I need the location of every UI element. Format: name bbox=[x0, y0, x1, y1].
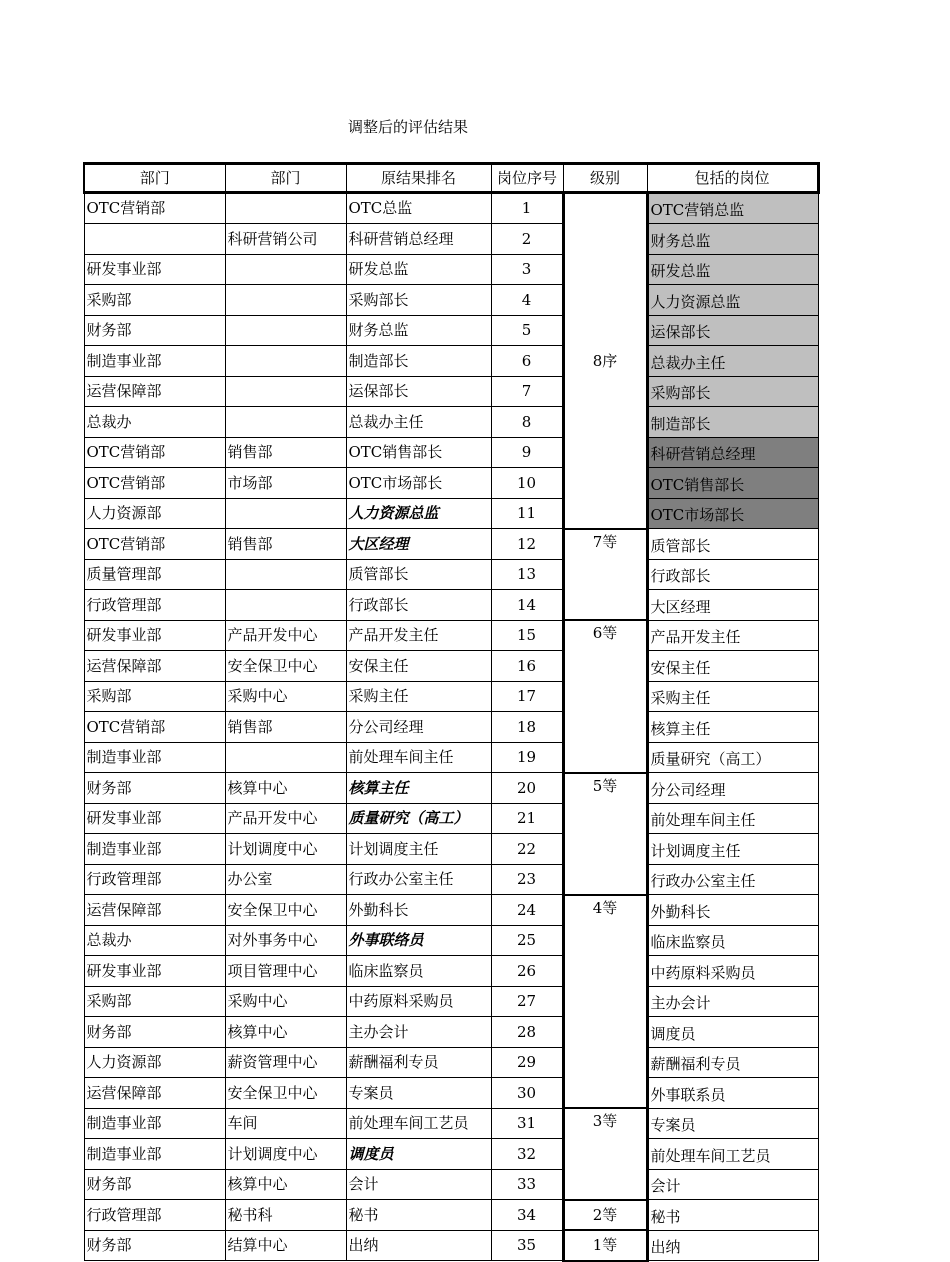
position-no-cell[interactable]: 4 bbox=[491, 285, 563, 316]
sub-dept-cell[interactable] bbox=[225, 376, 346, 407]
included-position-cell[interactable]: 调度员 bbox=[647, 1017, 818, 1048]
sub-dept-cell[interactable]: 安全保卫中心 bbox=[225, 651, 346, 682]
table-row bbox=[84, 285, 818, 316]
included-position-cell[interactable]: 分公司经理 bbox=[647, 773, 818, 804]
dept-cell[interactable]: 采购部 bbox=[84, 681, 225, 712]
position-no-cell[interactable]: 28 bbox=[491, 1017, 563, 1048]
table-row bbox=[84, 1139, 818, 1170]
original-rank-cell[interactable]: 人力资源总监 bbox=[346, 498, 491, 529]
sub-dept-cell[interactable] bbox=[225, 559, 346, 590]
dept-cell[interactable]: 制造事业部 bbox=[84, 1108, 225, 1139]
original-rank-cell[interactable]: 前处理车间工艺员 bbox=[346, 1108, 491, 1139]
position-no-cell[interactable]: 24 bbox=[491, 895, 563, 926]
table-row bbox=[84, 437, 818, 468]
dept-cell[interactable]: 采购部 bbox=[84, 986, 225, 1017]
dept-cell[interactable]: 运营保障部 bbox=[84, 1078, 225, 1109]
sub-dept-cell[interactable] bbox=[225, 254, 346, 285]
dept-cell[interactable]: 制造事业部 bbox=[84, 1139, 225, 1170]
table-row bbox=[84, 376, 818, 407]
sub-dept-cell[interactable] bbox=[225, 407, 346, 438]
sub-dept-cell[interactable]: 计划调度中心 bbox=[225, 1139, 346, 1170]
table-row bbox=[84, 925, 818, 956]
original-rank-cell[interactable]: 外勤科长 bbox=[346, 895, 491, 926]
position-no-cell[interactable]: 8 bbox=[491, 407, 563, 438]
position-no-cell[interactable]: 31 bbox=[491, 1108, 563, 1139]
table-row bbox=[84, 956, 818, 987]
dept-cell[interactable]: 行政管理部 bbox=[84, 1200, 225, 1231]
original-rank-cell[interactable]: 质管部长 bbox=[346, 559, 491, 590]
sub-dept-cell[interactable] bbox=[225, 498, 346, 529]
included-position-cell[interactable]: OTC销售部长 bbox=[647, 468, 818, 499]
dept-cell[interactable]: OTC营销部 bbox=[84, 529, 225, 560]
header-dept1: 部门 bbox=[84, 164, 225, 193]
included-position-cell[interactable]: OTC市场部长 bbox=[647, 498, 818, 529]
grade-cell[interactable]: 4等 bbox=[563, 895, 647, 1109]
dept-cell[interactable]: OTC营销部 bbox=[84, 437, 225, 468]
position-no-cell[interactable]: 15 bbox=[491, 620, 563, 651]
position-no-cell[interactable]: 26 bbox=[491, 956, 563, 987]
included-position-cell[interactable]: 安保主任 bbox=[647, 651, 818, 682]
dept-cell[interactable]: 财务部 bbox=[84, 315, 225, 346]
dept-cell[interactable]: OTC营销部 bbox=[84, 192, 225, 224]
dept-cell[interactable]: 研发事业部 bbox=[84, 620, 225, 651]
table-row bbox=[84, 834, 818, 865]
included-position-cell[interactable]: 采购部长 bbox=[647, 376, 818, 407]
table-row bbox=[84, 681, 818, 712]
position-no-cell[interactable]: 5 bbox=[491, 315, 563, 346]
table-body bbox=[84, 192, 818, 1261]
original-rank-cell[interactable]: 出纳 bbox=[346, 1230, 491, 1261]
dept-cell[interactable]: 质量管理部 bbox=[84, 559, 225, 590]
original-rank-cell[interactable]: 计划调度主任 bbox=[346, 834, 491, 865]
sub-dept-cell[interactable]: 项目管理中心 bbox=[225, 956, 346, 987]
position-no-cell[interactable]: 11 bbox=[491, 498, 563, 529]
position-no-cell[interactable]: 30 bbox=[491, 1078, 563, 1109]
included-position-cell[interactable]: 财务总监 bbox=[647, 224, 818, 255]
table-row bbox=[84, 529, 818, 560]
position-no-cell[interactable]: 18 bbox=[491, 712, 563, 743]
position-no-cell[interactable]: 35 bbox=[491, 1230, 563, 1261]
original-rank-cell[interactable]: 研发总监 bbox=[346, 254, 491, 285]
dept-cell[interactable]: 采购部 bbox=[84, 285, 225, 316]
table-row bbox=[84, 498, 818, 529]
sub-dept-cell[interactable] bbox=[225, 315, 346, 346]
dept-cell[interactable]: 财务部 bbox=[84, 773, 225, 804]
original-rank-cell[interactable]: 行政部长 bbox=[346, 590, 491, 621]
position-no-cell[interactable]: 20 bbox=[491, 773, 563, 804]
sub-dept-cell[interactable]: 科研营销公司 bbox=[225, 224, 346, 255]
included-position-cell[interactable]: 核算主任 bbox=[647, 712, 818, 743]
dept-cell[interactable]: 财务部 bbox=[84, 1169, 225, 1200]
table-row bbox=[84, 651, 818, 682]
grade-cell[interactable]: 1等 bbox=[563, 1230, 647, 1261]
original-rank-cell[interactable]: 核算主任 bbox=[346, 773, 491, 804]
included-position-cell[interactable]: 运保部长 bbox=[647, 315, 818, 346]
grade-cell[interactable]: 2等 bbox=[563, 1200, 647, 1231]
dept-cell[interactable]: 运营保障部 bbox=[84, 895, 225, 926]
table-row bbox=[84, 620, 818, 651]
position-no-cell[interactable]: 33 bbox=[491, 1169, 563, 1200]
dept-cell[interactable]: 财务部 bbox=[84, 1230, 225, 1261]
sub-dept-cell[interactable]: 核算中心 bbox=[225, 1169, 346, 1200]
table-row bbox=[84, 192, 818, 224]
sub-dept-cell[interactable]: 核算中心 bbox=[225, 1017, 346, 1048]
original-rank-cell[interactable]: 临床监察员 bbox=[346, 956, 491, 987]
original-rank-cell[interactable]: OTC市场部长 bbox=[346, 468, 491, 499]
included-position-cell[interactable]: 秘书 bbox=[647, 1200, 818, 1231]
sub-dept-cell[interactable] bbox=[225, 285, 346, 316]
sub-dept-cell[interactable]: 市场部 bbox=[225, 468, 346, 499]
sheet-title: 调整后的评估结果 bbox=[348, 118, 469, 136]
dept-cell[interactable]: 运营保障部 bbox=[84, 651, 225, 682]
dept-cell[interactable]: 运营保障部 bbox=[84, 376, 225, 407]
included-position-cell[interactable]: 前处理车间工艺员 bbox=[647, 1139, 818, 1170]
position-no-cell[interactable]: 14 bbox=[491, 590, 563, 621]
position-no-cell[interactable]: 6 bbox=[491, 346, 563, 377]
sub-dept-cell[interactable]: 秘书科 bbox=[225, 1200, 346, 1231]
position-no-cell[interactable]: 21 bbox=[491, 803, 563, 834]
sub-dept-cell[interactable]: 办公室 bbox=[225, 864, 346, 895]
header-row bbox=[84, 164, 818, 193]
dept-cell[interactable]: 制造事业部 bbox=[84, 834, 225, 865]
original-rank-cell[interactable]: 中药原料采购员 bbox=[346, 986, 491, 1017]
original-rank-cell[interactable]: 主办会计 bbox=[346, 1017, 491, 1048]
table-row bbox=[84, 254, 818, 285]
sub-dept-cell[interactable]: 车间 bbox=[225, 1108, 346, 1139]
table-row bbox=[84, 1078, 818, 1109]
table-row bbox=[84, 407, 818, 438]
sub-dept-cell[interactable]: 销售部 bbox=[225, 437, 346, 468]
grade-cell[interactable]: 6等 bbox=[563, 620, 647, 773]
original-rank-cell[interactable]: 财务总监 bbox=[346, 315, 491, 346]
table-row bbox=[84, 1169, 818, 1200]
table-row bbox=[84, 315, 818, 346]
header-grade: 级别 bbox=[563, 164, 647, 193]
included-position-cell[interactable]: 薪酬福利专员 bbox=[647, 1047, 818, 1078]
sub-dept-cell[interactable]: 销售部 bbox=[225, 529, 346, 560]
header-original-rank: 原结果排名 bbox=[346, 164, 491, 193]
table-row bbox=[84, 864, 818, 895]
included-position-cell[interactable]: 临床监察员 bbox=[647, 925, 818, 956]
position-no-cell[interactable]: 34 bbox=[491, 1200, 563, 1231]
position-no-cell[interactable]: 7 bbox=[491, 376, 563, 407]
sub-dept-cell[interactable]: 核算中心 bbox=[225, 773, 346, 804]
position-no-cell[interactable]: 9 bbox=[491, 437, 563, 468]
table-row bbox=[84, 803, 818, 834]
table-row bbox=[84, 1047, 818, 1078]
table-row bbox=[84, 1108, 818, 1139]
table-row bbox=[84, 1200, 818, 1231]
table-row bbox=[84, 346, 818, 377]
included-position-cell[interactable]: 会计 bbox=[647, 1169, 818, 1200]
original-rank-cell[interactable]: 分公司经理 bbox=[346, 712, 491, 743]
table-row bbox=[84, 559, 818, 590]
dept-cell[interactable]: 研发事业部 bbox=[84, 254, 225, 285]
original-rank-cell[interactable]: 科研营销总经理 bbox=[346, 224, 491, 255]
position-no-cell[interactable]: 3 bbox=[491, 254, 563, 285]
original-rank-cell[interactable]: 产品开发主任 bbox=[346, 620, 491, 651]
original-rank-cell[interactable]: 运保部长 bbox=[346, 376, 491, 407]
included-position-cell[interactable]: 制造部长 bbox=[647, 407, 818, 438]
position-no-cell[interactable]: 17 bbox=[491, 681, 563, 712]
sub-dept-cell[interactable] bbox=[225, 346, 346, 377]
included-position-cell[interactable]: 人力资源总监 bbox=[647, 285, 818, 316]
original-rank-cell[interactable]: 外事联络员 bbox=[346, 925, 491, 956]
table-row bbox=[84, 590, 818, 621]
sub-dept-cell[interactable]: 薪资管理中心 bbox=[225, 1047, 346, 1078]
position-no-cell[interactable]: 12 bbox=[491, 529, 563, 560]
original-rank-cell[interactable]: 制造部长 bbox=[346, 346, 491, 377]
dept-cell[interactable]: 行政管理部 bbox=[84, 864, 225, 895]
sub-dept-cell[interactable]: 产品开发中心 bbox=[225, 803, 346, 834]
included-position-cell[interactable]: 质量研究（高工） bbox=[647, 742, 818, 773]
grade-cell[interactable]: 3等 bbox=[563, 1108, 647, 1200]
dept-cell[interactable]: 总裁办 bbox=[84, 407, 225, 438]
original-rank-cell[interactable]: 采购部长 bbox=[346, 285, 491, 316]
sub-dept-cell[interactable] bbox=[225, 192, 346, 224]
included-position-cell[interactable]: 外勤科长 bbox=[647, 895, 818, 926]
table-row bbox=[84, 986, 818, 1017]
header-dept2: 部门 bbox=[225, 164, 346, 193]
dept-cell[interactable]: 研发事业部 bbox=[84, 956, 225, 987]
dept-cell[interactable]: OTC营销部 bbox=[84, 712, 225, 743]
sub-dept-cell[interactable]: 结算中心 bbox=[225, 1230, 346, 1261]
sub-dept-cell[interactable]: 安全保卫中心 bbox=[225, 895, 346, 926]
dept-cell[interactable]: 人力资源部 bbox=[84, 1047, 225, 1078]
original-rank-cell[interactable]: 前处理车间主任 bbox=[346, 742, 491, 773]
original-rank-cell[interactable]: OTC总监 bbox=[346, 192, 491, 224]
dept-cell[interactable]: 行政管理部 bbox=[84, 590, 225, 621]
included-position-cell[interactable]: 总裁办主任 bbox=[647, 346, 818, 377]
grade-cell[interactable]: 8序 bbox=[563, 192, 647, 529]
included-position-cell[interactable]: 中药原料采购员 bbox=[647, 956, 818, 987]
position-no-cell[interactable]: 2 bbox=[491, 224, 563, 255]
sub-dept-cell[interactable]: 计划调度中心 bbox=[225, 834, 346, 865]
dept-cell[interactable]: 研发事业部 bbox=[84, 803, 225, 834]
position-no-cell[interactable]: 27 bbox=[491, 986, 563, 1017]
position-no-cell[interactable]: 22 bbox=[491, 834, 563, 865]
header-included-positions: 包括的岗位 bbox=[647, 164, 818, 193]
dept-cell[interactable]: 人力资源部 bbox=[84, 498, 225, 529]
included-position-cell[interactable]: OTC营销总监 bbox=[647, 192, 818, 224]
original-rank-cell[interactable]: OTC销售部长 bbox=[346, 437, 491, 468]
position-no-cell[interactable]: 10 bbox=[491, 468, 563, 499]
included-position-cell[interactable]: 前处理车间主任 bbox=[647, 803, 818, 834]
sub-dept-cell[interactable] bbox=[225, 742, 346, 773]
included-position-cell[interactable]: 产品开发主任 bbox=[647, 620, 818, 651]
included-position-cell[interactable]: 专案员 bbox=[647, 1108, 818, 1139]
included-position-cell[interactable]: 行政办公室主任 bbox=[647, 864, 818, 895]
included-position-cell[interactable]: 出纳 bbox=[647, 1230, 818, 1261]
header-position-no: 岗位序号 bbox=[491, 164, 563, 193]
included-position-cell[interactable]: 主办会计 bbox=[647, 986, 818, 1017]
included-position-cell[interactable]: 质管部长 bbox=[647, 529, 818, 560]
table-row bbox=[84, 895, 818, 926]
dept-cell[interactable]: 总裁办 bbox=[84, 925, 225, 956]
original-rank-cell[interactable]: 采购主任 bbox=[346, 681, 491, 712]
sub-dept-cell[interactable]: 销售部 bbox=[225, 712, 346, 743]
position-no-cell[interactable]: 13 bbox=[491, 559, 563, 590]
table-row bbox=[84, 712, 818, 743]
position-no-cell[interactable]: 25 bbox=[491, 925, 563, 956]
position-no-cell[interactable]: 1 bbox=[491, 192, 563, 224]
sub-dept-cell[interactable]: 产品开发中心 bbox=[225, 620, 346, 651]
position-no-cell[interactable]: 29 bbox=[491, 1047, 563, 1078]
table-row bbox=[84, 742, 818, 773]
original-rank-cell[interactable]: 薪酬福利专员 bbox=[346, 1047, 491, 1078]
position-no-cell[interactable]: 16 bbox=[491, 651, 563, 682]
original-rank-cell[interactable]: 质量研究（高工） bbox=[346, 803, 491, 834]
original-rank-cell[interactable]: 调度员 bbox=[346, 1139, 491, 1170]
sub-dept-cell[interactable]: 对外事务中心 bbox=[225, 925, 346, 956]
original-rank-cell[interactable]: 行政办公室主任 bbox=[346, 864, 491, 895]
included-position-cell[interactable]: 计划调度主任 bbox=[647, 834, 818, 865]
position-no-cell[interactable]: 23 bbox=[491, 864, 563, 895]
original-rank-cell[interactable]: 秘书 bbox=[346, 1200, 491, 1231]
dept-cell[interactable]: OTC营销部 bbox=[84, 468, 225, 499]
table-row bbox=[84, 1230, 818, 1261]
original-rank-cell[interactable]: 会计 bbox=[346, 1169, 491, 1200]
dept-cell[interactable]: 制造事业部 bbox=[84, 742, 225, 773]
original-rank-cell[interactable]: 专案员 bbox=[346, 1078, 491, 1109]
grade-cell[interactable]: 7等 bbox=[563, 529, 647, 621]
table-row bbox=[84, 773, 818, 804]
original-rank-cell[interactable]: 总裁办主任 bbox=[346, 407, 491, 438]
sub-dept-cell[interactable]: 采购中心 bbox=[225, 681, 346, 712]
position-no-cell[interactable]: 32 bbox=[491, 1139, 563, 1170]
sub-dept-cell[interactable] bbox=[225, 590, 346, 621]
evaluation-table bbox=[83, 162, 820, 1262]
position-no-cell[interactable]: 19 bbox=[491, 742, 563, 773]
table-row bbox=[84, 1017, 818, 1048]
dept-cell[interactable]: 制造事业部 bbox=[84, 346, 225, 377]
sub-dept-cell[interactable]: 采购中心 bbox=[225, 986, 346, 1017]
included-position-cell[interactable]: 科研营销总经理 bbox=[647, 437, 818, 468]
original-rank-cell[interactable]: 安保主任 bbox=[346, 651, 491, 682]
dept-cell[interactable]: 财务部 bbox=[84, 1017, 225, 1048]
sub-dept-cell[interactable]: 安全保卫中心 bbox=[225, 1078, 346, 1109]
grade-cell[interactable]: 5等 bbox=[563, 773, 647, 895]
included-position-cell[interactable]: 研发总监 bbox=[647, 254, 818, 285]
table-row bbox=[84, 224, 818, 255]
original-rank-cell[interactable]: 大区经理 bbox=[346, 529, 491, 560]
included-position-cell[interactable]: 采购主任 bbox=[647, 681, 818, 712]
table-row bbox=[84, 468, 818, 499]
dept-cell[interactable] bbox=[84, 224, 225, 255]
included-position-cell[interactable]: 大区经理 bbox=[647, 590, 818, 621]
included-position-cell[interactable]: 行政部长 bbox=[647, 559, 818, 590]
included-position-cell[interactable]: 外事联系员 bbox=[647, 1078, 818, 1109]
